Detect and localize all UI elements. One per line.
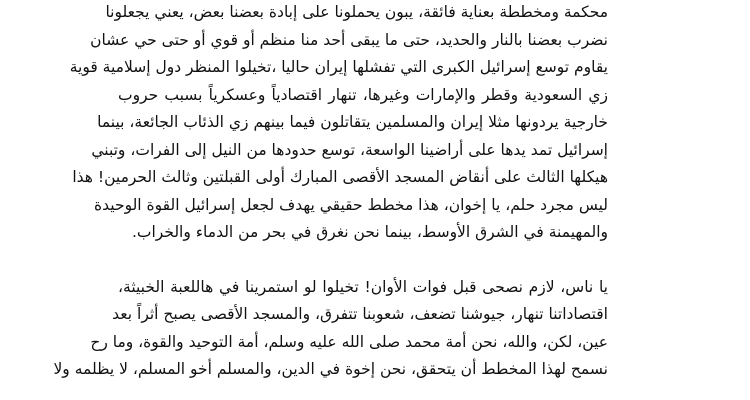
- paragraph-1: [69, 0, 608, 247]
- text-line: خارجية يردونها مثلا إيران والمسلمين يتقاتلون فيما بينهم زي الذئاب الجائعة، بينما: [97, 113, 608, 131]
- text-line: يقاوم توسع إسرائيل الكبرى التي تفشلها إيران حاليا ،تخيلوا المنظر دول إسلامية قوية: [69, 58, 608, 76]
- text-line: نسمح لهذا المخطط أن يتحقق، نحن إخوة في الدين، والمسلم أخو المسلم، لا يظلمه ولا: [53, 360, 608, 378]
- text-line: ليس مجرد حلم، يا إخوان، هذا مخطط حقيقي يهدف لجعل إسرائيل القوة الوحيدة: [94, 195, 608, 214]
- text-line: نضرب بعضنا بالنار والحديد، حتى ما يبقى أحد منا منظم أو قوي أو حتى حي عشان: [90, 30, 608, 49]
- document-body: [53, 0, 608, 384]
- paragraph-2: [53, 274, 608, 384]
- text-line: زي السعودية وقطر والإمارات وغيرها، تنهار اقتصادياً وعسكرياً بسبب حروب: [118, 85, 608, 104]
- text-line: إسرائيل تمد يدها على أراضينا الواسعة، توسع حدودها من النيل إلى الفرات، وتبني: [91, 140, 608, 159]
- text-line: هيكلها الثالث على أنقاض المسجد الأقصى المبارك أولى القبلتين وثالث الحرمين! هذا: [72, 168, 608, 186]
- text-line: يا ناس، لازم نصحى قبل فوات الأوان! تخيلوا لو استمرينا في هاللعبة الخبيثة،: [118, 277, 608, 296]
- text-line: محكمة ومخططة بعناية فائقة، يبون يحملونا على إبادة بعضنا بعض، يعني يجعلونا: [105, 3, 608, 21]
- text-line: اقتصاداتنا تنهار، جيوشنا تضعف، شعوبنا تتفرق، والمسجد الأقصى يصبح أثراً بعد: [112, 305, 608, 323]
- paragraph-spacer: [118, 247, 608, 274]
- text-line: والمهيمنة في الشرق الأوسط، بينما نحن نغرق في بحر من الدماء والخراب.: [131, 223, 608, 241]
- text-line: عين، لكن، والله، نحن أمة محمد صلى الله عليه وسلم، أمة التوحيد والقوة، وما رح: [90, 332, 608, 351]
